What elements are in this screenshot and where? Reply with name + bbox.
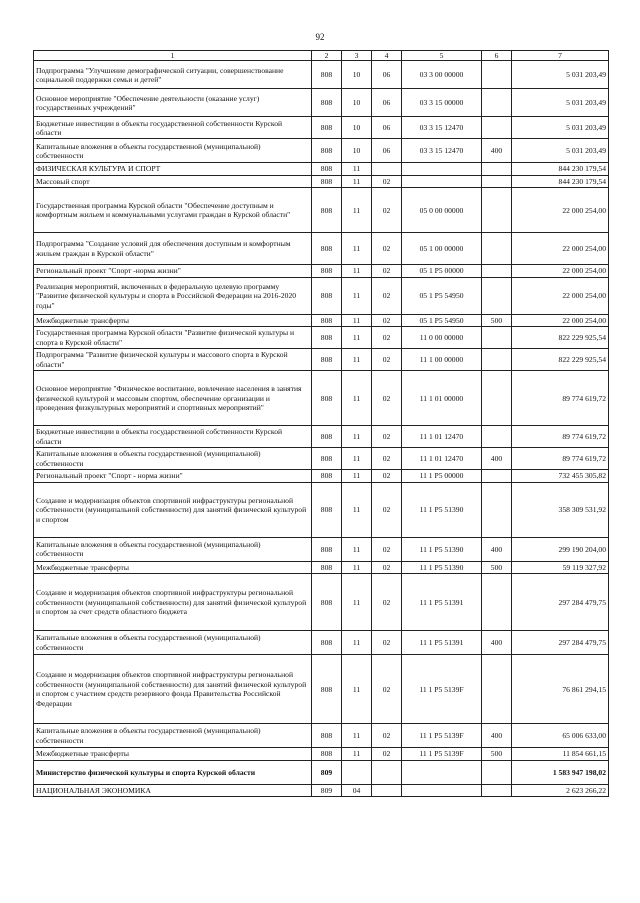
row-expense-type (482, 61, 512, 89)
row-expense-type (482, 349, 512, 371)
row-section: 10 (342, 89, 372, 117)
header-cell: 3 (342, 51, 372, 61)
header-cell: 7 (512, 51, 609, 61)
row-subsection: 02 (372, 175, 402, 187)
row-name: Реализация мероприятий, включенных в федеральную целевую программу "Развитие физической культуры и спорта в Российской Федерации на 2016-2020 годы" (34, 277, 312, 314)
row-name: Массовый спорт (34, 175, 312, 187)
row-expense-type: 500 (482, 314, 512, 326)
row-amount: 297 284 479,75 (512, 631, 609, 655)
row-expense-type (482, 574, 512, 631)
table-row (34, 470, 609, 482)
row-expense-type (482, 784, 512, 796)
row-name: Подпрограмма "Улучшение демографической ситуации, совершенствование социальной поддержки семьи и детей" (34, 61, 312, 89)
row-target-code: 05 1 P5 54950 (402, 277, 482, 314)
row-expense-type: 400 (482, 448, 512, 470)
row-expense-type: 500 (482, 561, 512, 573)
row-admin-code: 808 (312, 371, 342, 426)
row-target-code (402, 760, 482, 784)
row-section: 11 (342, 277, 372, 314)
row-section: 11 (342, 655, 372, 724)
row-target-code: 11 1 P5 51390 (402, 537, 482, 561)
row-name: Капитальные вложения в объекты государственной (муниципальной) собственности (34, 139, 312, 163)
row-admin-code: 808 (312, 426, 342, 448)
row-subsection: 06 (372, 61, 402, 89)
row-admin-code: 808 (312, 470, 342, 482)
row-amount: 297 284 479,75 (512, 574, 609, 631)
row-name: НАЦИОНАЛЬНАЯ ЭКОНОМИКА (34, 784, 312, 796)
row-amount: 2 623 266,22 (512, 784, 609, 796)
row-name: Подпрограмма "Развитие физической культуры и массового спорта в Курской области" (34, 349, 312, 371)
row-name: Государственная программа Курской области "Обеспечение доступным и комфортным жильем и коммунальными услугами граждан в Курской области" (34, 188, 312, 233)
row-admin-code: 808 (312, 89, 342, 117)
row-target-code: 03 3 15 12470 (402, 139, 482, 163)
row-target-code: 05 0 00 00000 (402, 188, 482, 233)
row-amount: 59 119 327,92 (512, 561, 609, 573)
budget-table (33, 50, 609, 797)
row-section: 11 (342, 327, 372, 349)
row-subsection: 02 (372, 655, 402, 724)
row-target-code: 03 3 15 12470 (402, 117, 482, 139)
row-section: 11 (342, 574, 372, 631)
row-amount: 5 031 203,49 (512, 61, 609, 89)
row-target-code: 11 1 01 00000 (402, 371, 482, 426)
row-admin-code: 808 (312, 537, 342, 561)
table-row (34, 482, 609, 537)
row-section: 11 (342, 470, 372, 482)
row-section: 11 (342, 314, 372, 326)
row-target-code: 05 1 00 00000 (402, 233, 482, 265)
row-section: 11 (342, 561, 372, 573)
row-expense-type: 400 (482, 537, 512, 561)
row-expense-type (482, 327, 512, 349)
row-admin-code: 809 (312, 784, 342, 796)
row-subsection: 02 (372, 277, 402, 314)
row-subsection: 06 (372, 117, 402, 139)
header-cell: 5 (402, 51, 482, 61)
row-section: 11 (342, 188, 372, 233)
row-name: Капитальные вложения в объекты государственной (муниципальной) собственности (34, 724, 312, 748)
row-name: Государственная программа Курской области "Развитие физической культуры и спорта в Курской области" (34, 327, 312, 349)
row-target-code: 11 1 01 12470 (402, 426, 482, 448)
row-amount: 844 230 179,54 (512, 175, 609, 187)
row-target-code (402, 784, 482, 796)
table-row (34, 561, 609, 573)
row-section: 10 (342, 117, 372, 139)
row-section: 11 (342, 265, 372, 277)
row-subsection: 02 (372, 631, 402, 655)
row-subsection: 02 (372, 188, 402, 233)
row-expense-type (482, 188, 512, 233)
row-subsection: 02 (372, 314, 402, 326)
row-admin-code: 808 (312, 574, 342, 631)
row-target-code: 11 1 P5 51391 (402, 631, 482, 655)
row-subsection: 02 (372, 574, 402, 631)
row-section: 11 (342, 448, 372, 470)
row-name: Региональный проект "Спорт -норма жизни" (34, 265, 312, 277)
row-subsection: 02 (372, 327, 402, 349)
row-admin-code: 808 (312, 188, 342, 233)
row-section: 11 (342, 163, 372, 175)
table-header-row (34, 51, 609, 61)
row-name: Межбюджетные трансферты (34, 748, 312, 760)
table-row (34, 277, 609, 314)
header-cell: 1 (34, 51, 312, 61)
row-target-code (402, 163, 482, 175)
row-admin-code: 809 (312, 760, 342, 784)
row-name: Региональный проект "Спорт - норма жизни" (34, 470, 312, 482)
table-row (34, 371, 609, 426)
row-admin-code: 808 (312, 61, 342, 89)
row-target-code: 03 3 00 00000 (402, 61, 482, 89)
row-expense-type (482, 470, 512, 482)
row-subsection: 06 (372, 89, 402, 117)
page-number: 92 (315, 32, 325, 42)
table-row (34, 327, 609, 349)
row-name: ФИЗИЧЕСКАЯ КУЛЬТУРА И СПОРТ (34, 163, 312, 175)
row-name: Капитальные вложения в объекты государственной (муниципальной) собственности (34, 448, 312, 470)
row-amount: 5 031 203,49 (512, 89, 609, 117)
row-target-code: 11 1 P5 5139F (402, 724, 482, 748)
row-amount: 5 031 203,49 (512, 117, 609, 139)
row-subsection: 02 (372, 448, 402, 470)
header-cell: 6 (482, 51, 512, 61)
row-section: 11 (342, 426, 372, 448)
row-target-code: 11 1 P5 5139F (402, 748, 482, 760)
row-subsection: 02 (372, 426, 402, 448)
table-row (34, 265, 609, 277)
row-section (342, 760, 372, 784)
table-row (34, 139, 609, 163)
row-admin-code: 808 (312, 561, 342, 573)
row-target-code: 11 1 P5 5139F (402, 655, 482, 724)
row-subsection: 02 (372, 537, 402, 561)
row-amount: 1 583 947 198,02 (512, 760, 609, 784)
row-name: Межбюджетные трансферты (34, 314, 312, 326)
row-name: Подпрограмма "Создание условий для обеспечения доступным и комфортным жильем граждан в Курской области" (34, 233, 312, 265)
row-admin-code: 808 (312, 631, 342, 655)
row-expense-type (482, 426, 512, 448)
table-row (34, 748, 609, 760)
row-admin-code: 808 (312, 117, 342, 139)
row-target-code: 11 1 00 00000 (402, 349, 482, 371)
table-row (34, 448, 609, 470)
row-target-code: 03 3 15 00000 (402, 89, 482, 117)
row-amount: 89 774 619,72 (512, 371, 609, 426)
row-section: 11 (342, 748, 372, 760)
row-name: Бюджетные инвестиции в объекты государственной собственности Курской области (34, 117, 312, 139)
row-target-code: 05 1 P5 00000 (402, 265, 482, 277)
row-amount: 844 230 179,54 (512, 163, 609, 175)
row-admin-code: 808 (312, 265, 342, 277)
row-amount: 89 774 619,72 (512, 448, 609, 470)
table-row (34, 655, 609, 724)
row-target-code: 11 1 P5 51391 (402, 574, 482, 631)
row-name: Бюджетные инвестиции в объекты государственной собственности Курской области (34, 426, 312, 448)
row-amount: 358 309 531,92 (512, 482, 609, 537)
row-target-code: 11 0 00 00000 (402, 327, 482, 349)
row-subsection: 02 (372, 233, 402, 265)
row-subsection (372, 784, 402, 796)
row-section: 11 (342, 371, 372, 426)
row-section: 11 (342, 482, 372, 537)
row-expense-type: 500 (482, 748, 512, 760)
row-expense-type (482, 371, 512, 426)
row-name: Основное мероприятие "Обеспечение деятельности (оказание услуг) государственных учреждений" (34, 89, 312, 117)
row-admin-code: 808 (312, 314, 342, 326)
row-section: 10 (342, 61, 372, 89)
table-row (34, 175, 609, 187)
table-row (34, 314, 609, 326)
row-amount: 89 774 619,72 (512, 426, 609, 448)
row-amount: 299 190 204,00 (512, 537, 609, 561)
row-target-code: 11 1 P5 00000 (402, 470, 482, 482)
table-row (34, 163, 609, 175)
table-row (34, 61, 609, 89)
row-target-code: 05 1 P5 54950 (402, 314, 482, 326)
row-subsection: 02 (372, 349, 402, 371)
row-amount: 22 000 254,00 (512, 314, 609, 326)
row-expense-type (482, 265, 512, 277)
table-row (34, 89, 609, 117)
table-row (34, 631, 609, 655)
row-subsection: 02 (372, 265, 402, 277)
row-expense-type (482, 760, 512, 784)
row-section: 11 (342, 233, 372, 265)
row-expense-type: 400 (482, 139, 512, 163)
table-row (34, 426, 609, 448)
row-expense-type (482, 277, 512, 314)
row-name: Капитальные вложения в объекты государственной (муниципальной) собственности (34, 631, 312, 655)
row-amount: 5 031 203,49 (512, 139, 609, 163)
row-name: Министерство физической культуры и спорта Курской области (34, 760, 312, 784)
row-amount: 22 000 254,00 (512, 265, 609, 277)
row-admin-code: 808 (312, 277, 342, 314)
row-section: 11 (342, 724, 372, 748)
row-subsection: 06 (372, 139, 402, 163)
row-section: 11 (342, 631, 372, 655)
row-expense-type (482, 89, 512, 117)
table-row (34, 233, 609, 265)
row-target-code: 11 1 01 12470 (402, 448, 482, 470)
row-name: Капитальные вложения в объекты государственной (муниципальной) собственности (34, 537, 312, 561)
row-subsection (372, 163, 402, 175)
header-cell: 4 (372, 51, 402, 61)
row-name: Межбюджетные трансферты (34, 561, 312, 573)
row-subsection: 02 (372, 371, 402, 426)
table-row (34, 349, 609, 371)
row-amount: 822 229 925,54 (512, 327, 609, 349)
row-admin-code: 808 (312, 163, 342, 175)
row-subsection: 02 (372, 470, 402, 482)
row-name: Создание и модернизация объектов спортивной инфраструктуры региональной собственности (муниципальной собственности) для занятий физической культурой и спортом за счет средств областного бюджета (34, 574, 312, 631)
row-amount: 11 854 661,15 (512, 748, 609, 760)
row-expense-type (482, 175, 512, 187)
row-amount: 822 229 925,54 (512, 349, 609, 371)
row-admin-code: 808 (312, 748, 342, 760)
row-target-code: 11 1 P5 51390 (402, 482, 482, 537)
row-name: Создание и модернизация объектов спортивной инфраструктуры региональной собственности (муниципальной собственности) для занятий физической культурой и спортом (34, 482, 312, 537)
row-admin-code: 808 (312, 724, 342, 748)
row-subsection: 02 (372, 561, 402, 573)
row-subsection: 02 (372, 748, 402, 760)
row-name: Основное мероприятие "Физическое воспитание, вовлечение населения в занятия физической культурой и массовым спортом, обеспечение организации и проведения физкультурных мероприятий и спортивных мероприятий" (34, 371, 312, 426)
row-amount: 732 455 305,82 (512, 470, 609, 482)
table-row (34, 760, 609, 784)
row-amount: 65 006 633,00 (512, 724, 609, 748)
row-expense-type: 400 (482, 724, 512, 748)
row-section: 10 (342, 139, 372, 163)
row-amount: 76 861 294,15 (512, 655, 609, 724)
table-row (34, 188, 609, 233)
row-subsection: 02 (372, 482, 402, 537)
table-row (34, 784, 609, 796)
row-expense-type (482, 117, 512, 139)
row-admin-code: 808 (312, 327, 342, 349)
header-cell: 2 (312, 51, 342, 61)
row-subsection: 02 (372, 724, 402, 748)
row-section: 11 (342, 175, 372, 187)
row-section: 04 (342, 784, 372, 796)
row-expense-type (482, 233, 512, 265)
table-row (34, 537, 609, 561)
row-admin-code: 808 (312, 233, 342, 265)
table-row (34, 574, 609, 631)
row-subsection (372, 760, 402, 784)
row-amount: 22 000 254,00 (512, 188, 609, 233)
row-admin-code: 808 (312, 655, 342, 724)
row-target-code: 11 1 P5 51390 (402, 561, 482, 573)
row-section: 11 (342, 537, 372, 561)
table-row (34, 724, 609, 748)
row-expense-type (482, 655, 512, 724)
row-amount: 22 000 254,00 (512, 233, 609, 265)
row-expense-type (482, 482, 512, 537)
row-amount: 22 000 254,00 (512, 277, 609, 314)
row-admin-code: 808 (312, 349, 342, 371)
row-target-code (402, 175, 482, 187)
row-admin-code: 808 (312, 175, 342, 187)
row-admin-code: 808 (312, 482, 342, 537)
row-admin-code: 808 (312, 448, 342, 470)
table-row (34, 117, 609, 139)
row-expense-type: 400 (482, 631, 512, 655)
row-section: 11 (342, 349, 372, 371)
row-expense-type (482, 163, 512, 175)
row-admin-code: 808 (312, 139, 342, 163)
row-name: Создание и модернизация объектов спортивной инфраструктуры региональной собственности (муниципальной собственности) для занятий физической культурой и спортом с участием средств резервного фонда Правительства Российской Федерации (34, 655, 312, 724)
